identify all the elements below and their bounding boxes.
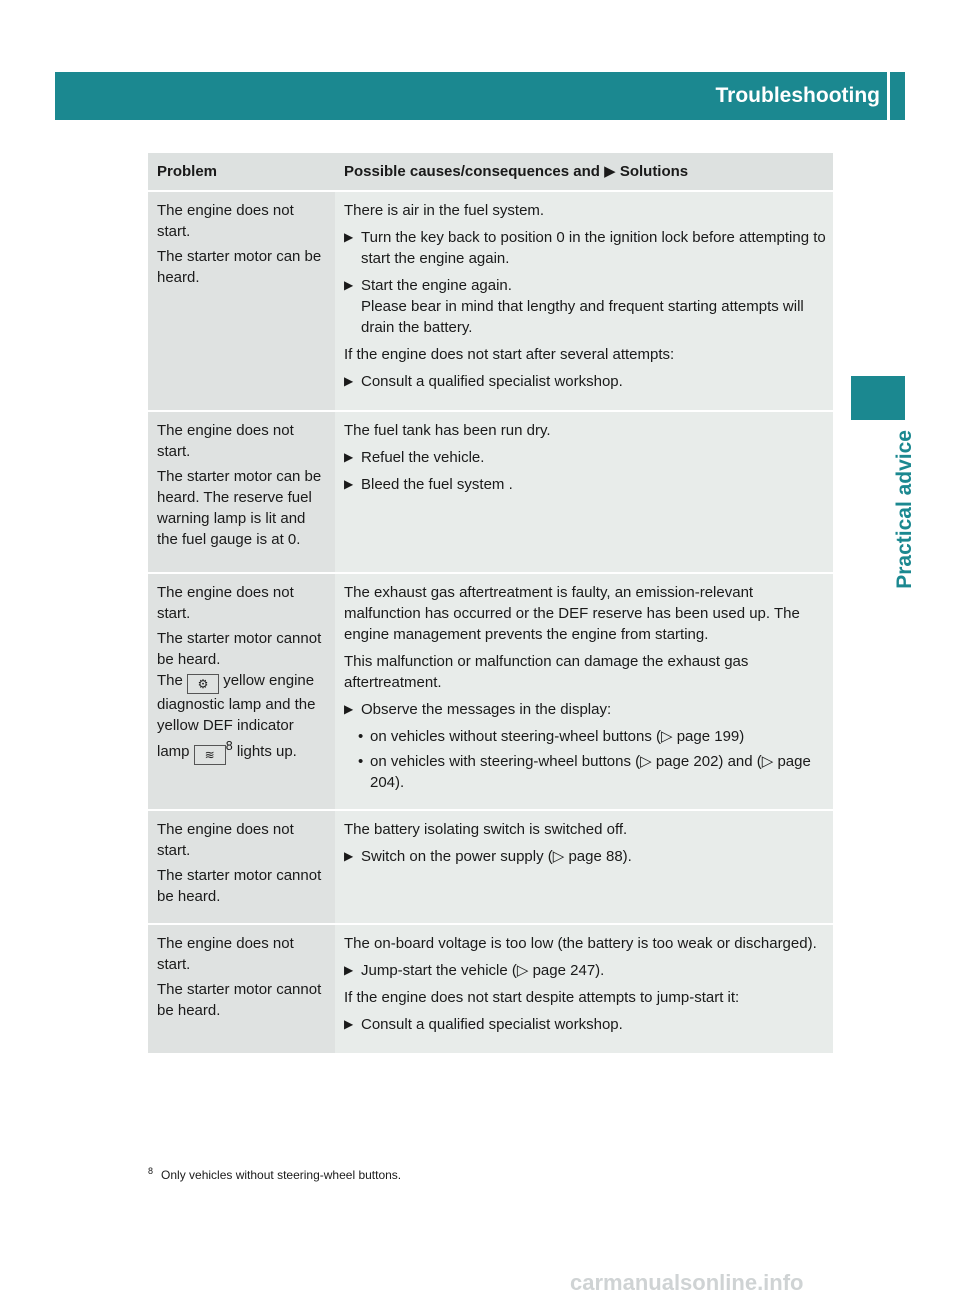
footnote-ref: 8 — [225, 739, 233, 753]
problem-text: The starter motor can be heard. — [157, 248, 322, 286]
chapter-title: Practical advice — [893, 430, 916, 589]
side-chapter-label — [851, 430, 916, 630]
problem-subtext: The — [157, 672, 183, 689]
step-text: Observe the messages in the display: — [361, 701, 612, 718]
cause-text: The on-board voltage is too low (the battery is too weak or discharged). — [344, 935, 817, 952]
troubleshooting-table — [148, 153, 833, 1053]
page-number: 213 — [907, 85, 939, 106]
solution-cell — [335, 411, 833, 573]
solution-step — [344, 227, 827, 269]
step-text: Jump-start the vehicle (▷ page 247). — [361, 962, 605, 979]
step-note: Please bear in mind that lengthy and frequent starting attempts will drain the battery. — [361, 298, 804, 336]
header-divider — [887, 72, 890, 120]
step-text: Turn the key back to position 0 in the ignition lock before attempting to start the engine again. — [361, 229, 826, 267]
step-text: Bleed the fuel system . — [361, 476, 513, 493]
problem-cell — [148, 573, 335, 810]
step-text: Switch on the power supply (▷ page 88). — [361, 848, 632, 865]
step-text: Consult a qualified specialist workshop. — [361, 1016, 623, 1033]
solution-step — [344, 275, 827, 338]
arrow-right-icon: ▶ — [344, 477, 354, 491]
step-text: Consult a qualified specialist workshop. — [361, 373, 623, 390]
arrow-right-icon: ▶ — [344, 1017, 354, 1031]
list-item — [344, 751, 827, 793]
column-header-solutions: Possible causes/consequences and ▶ Solutions — [335, 153, 833, 191]
problem-cell — [148, 191, 335, 411]
problem-subtext: lights up. — [236, 743, 297, 760]
problem-subtext: yellow engine diagnostic lamp and the yellow DEF indicator lamp — [157, 672, 316, 760]
solution-step — [344, 474, 827, 495]
table-row — [148, 924, 833, 1053]
arrow-right-icon: ▶ — [344, 849, 354, 863]
table-header-row — [148, 153, 833, 191]
solution-step — [344, 699, 827, 720]
solution-step — [344, 447, 827, 468]
solution-step — [344, 1014, 827, 1035]
footnote-text: Only vehicles without steering-wheel buttons. — [161, 1168, 402, 1182]
step-text: Refuel the vehicle. — [361, 449, 485, 466]
list-item — [344, 726, 827, 747]
bullet-icon: • — [358, 753, 364, 770]
def-indicator-icon: ≋ — [194, 745, 226, 765]
bullet-text: on vehicles with steering-wheel buttons (▷ page 202) and (▷ page 204). — [370, 753, 811, 791]
arrow-right-icon: ▶ — [344, 702, 354, 716]
problem-text — [157, 628, 329, 765]
arrow-right-icon: ▶ — [344, 374, 354, 388]
watermark: carmanualsonline.info — [570, 1270, 804, 1295]
problem-cell — [148, 810, 335, 924]
step-text: Start the engine again. — [361, 277, 512, 294]
arrow-right-icon: ▶ — [344, 230, 354, 244]
section-title: Troubleshooting — [715, 84, 880, 107]
note-text: If the engine does not start after several attempts: — [344, 346, 675, 363]
bullet-icon: • — [358, 728, 364, 745]
arrow-right-icon: ▶ — [344, 450, 354, 464]
problem-cell — [148, 924, 335, 1053]
column-header-problem: Problem — [148, 153, 335, 191]
solution-cell — [335, 810, 833, 924]
cause-text: The exhaust gas aftertreatment is faulty, an emission-relevant malfunction has occurred or the DEF reserve has been used up. The engine management prevents the engine from starting. — [344, 584, 800, 643]
problem-text: The engine does not start. — [157, 584, 294, 622]
problem-text: The starter motor cannot be heard. — [157, 867, 322, 905]
side-tab-marker — [851, 376, 905, 420]
solution-step — [344, 846, 827, 867]
solution-cell — [335, 191, 833, 411]
bullet-text: on vehicles without steering-wheel buttons (▷ page 199) — [370, 728, 745, 745]
solution-cell — [335, 924, 833, 1053]
solution-step — [344, 960, 827, 981]
engine-diagnostic-icon: ⚙ — [187, 674, 219, 694]
table-row — [148, 411, 833, 573]
problem-text: The engine does not start. — [157, 422, 294, 460]
problem-text: The engine does not start. — [157, 935, 294, 973]
footnote — [148, 1166, 401, 1182]
cause-text: The fuel tank has been run dry. — [344, 422, 551, 439]
note-text: If the engine does not start despite attempts to jump-start it: — [344, 989, 740, 1006]
problem-cell — [148, 411, 335, 573]
arrow-right-icon: ▶ — [344, 278, 354, 292]
problem-subtext: The starter motor cannot be heard. — [157, 630, 322, 668]
solution-cell — [335, 573, 833, 810]
table-row — [148, 573, 833, 810]
problem-text: The starter motor can be heard. The reserve fuel warning lamp is lit and the fuel gauge is at 0. — [157, 468, 322, 548]
page-header — [55, 72, 939, 120]
cause-text: This malfunction or malfunction can damage the exhaust gas aftertreatment. — [344, 653, 749, 691]
arrow-right-icon: ▶ — [344, 963, 354, 977]
table-row — [148, 810, 833, 924]
footnote-mark: 8 — [148, 1166, 154, 1176]
problem-text: The engine does not start. — [157, 202, 294, 240]
table-row — [148, 191, 833, 411]
problem-text: The engine does not start. — [157, 821, 294, 859]
problem-text: The starter motor cannot be heard. — [157, 981, 322, 1019]
cause-text: There is air in the fuel system. — [344, 202, 545, 219]
solution-step — [344, 371, 827, 392]
cause-text: The battery isolating switch is switched off. — [344, 821, 628, 838]
